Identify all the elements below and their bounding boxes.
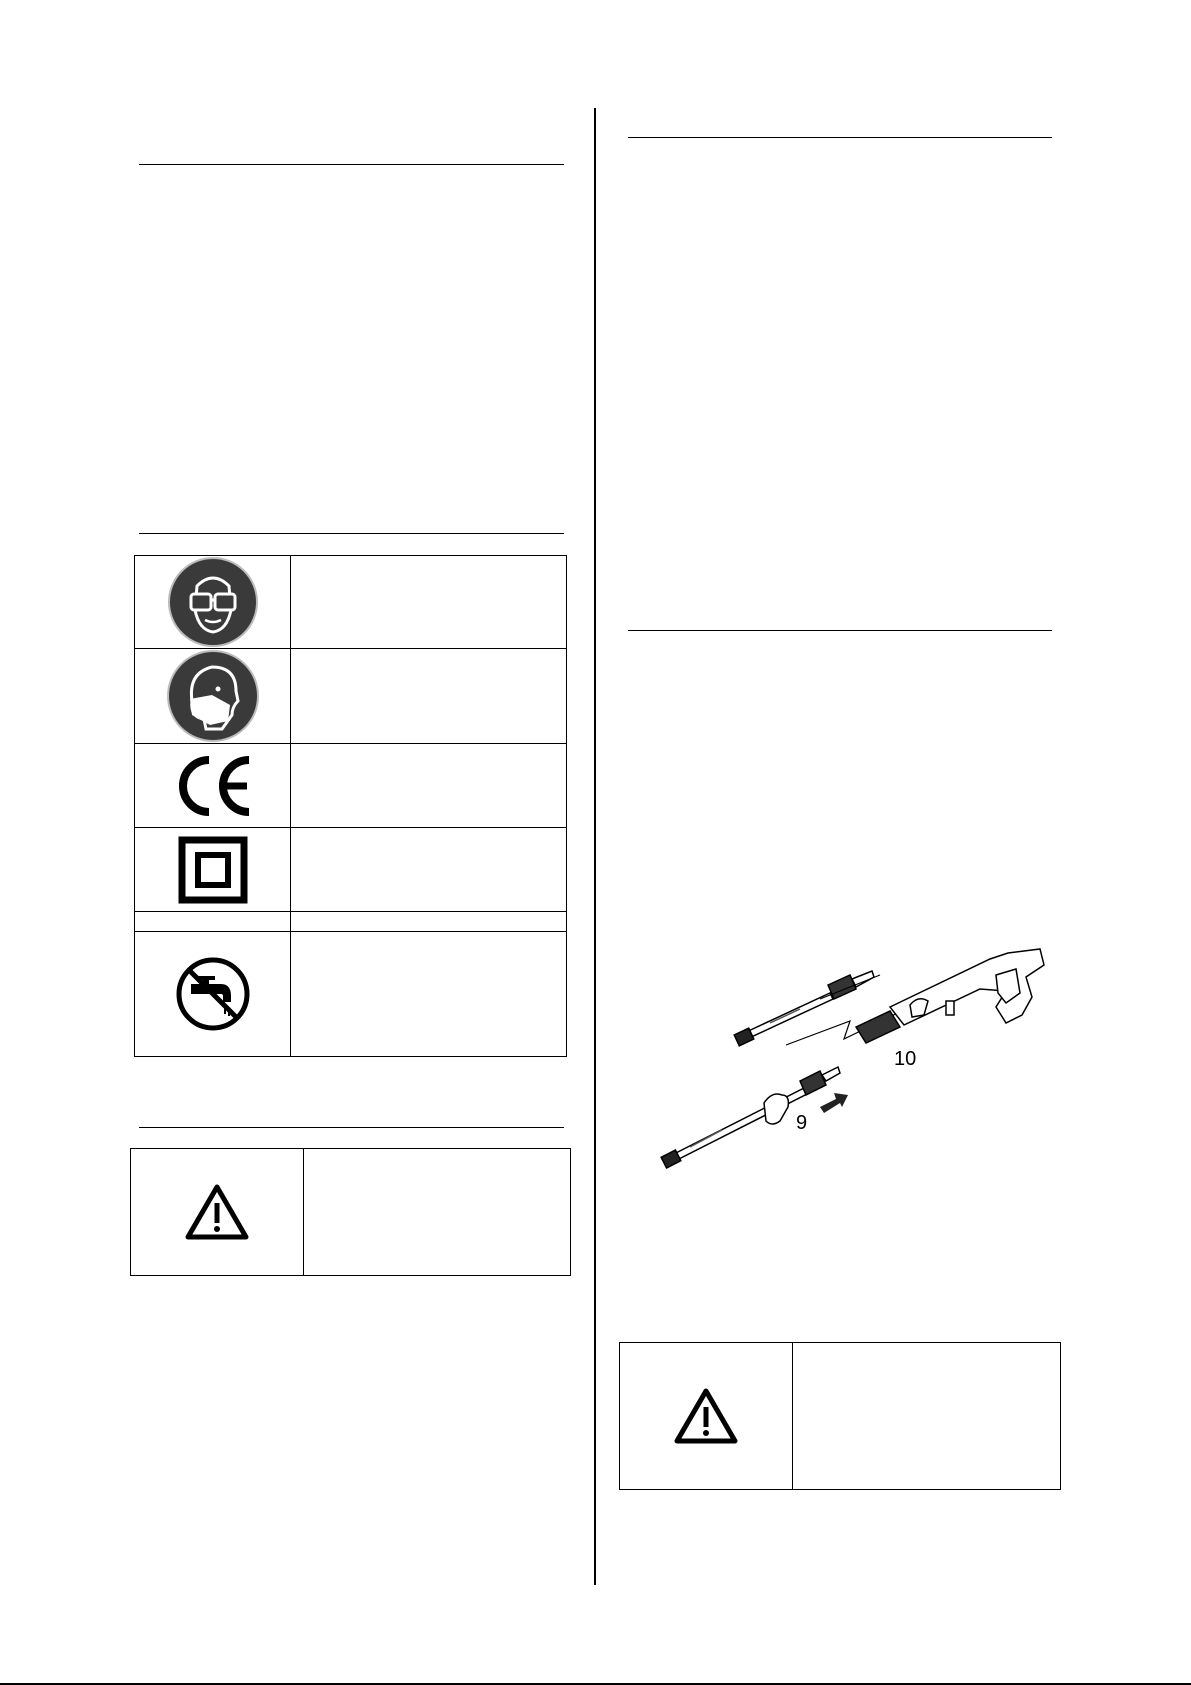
part-label-9: 9 xyxy=(796,1112,808,1134)
double-insulation-icon xyxy=(178,836,248,904)
symbol-description xyxy=(291,932,567,1057)
lance-assembly-illustration xyxy=(660,935,1046,1180)
section-rule-left-3 xyxy=(139,1127,564,1128)
no-drinking-water-connection-icon xyxy=(173,954,253,1034)
breathing-mask-icon xyxy=(166,649,260,743)
section-rule-right-1 xyxy=(628,137,1052,138)
section-rule-left-2 xyxy=(139,533,564,534)
symbol-description xyxy=(291,744,567,828)
warning-box-right xyxy=(619,1342,1061,1490)
symbol-row-eye-protection xyxy=(135,556,567,649)
ce-mark-icon xyxy=(171,754,255,818)
section-rule-right-2 xyxy=(628,630,1052,631)
section-rule-left-1 xyxy=(139,164,564,165)
symbol-row-ce xyxy=(135,744,567,828)
column-divider xyxy=(594,108,596,1585)
warning-triangle-icon xyxy=(184,1183,250,1241)
lance-assembly-figure xyxy=(660,935,1046,1180)
part-label-10: 10 xyxy=(894,1048,917,1070)
symbol-row-mask xyxy=(135,649,567,744)
warning-triangle-icon xyxy=(673,1387,739,1445)
warning-text-area xyxy=(793,1343,1060,1489)
symbol-description xyxy=(291,556,567,649)
symbol-row-double-insulation xyxy=(135,828,567,912)
eye-protection-icon xyxy=(167,556,259,648)
symbol-row-no-drinking-water xyxy=(135,932,567,1057)
symbol-description xyxy=(291,649,567,744)
warning-box-left xyxy=(130,1148,571,1276)
symbol-row-empty xyxy=(135,912,567,932)
warning-text-area xyxy=(304,1149,570,1275)
symbols-table xyxy=(134,555,567,1057)
symbol-description xyxy=(291,828,567,912)
